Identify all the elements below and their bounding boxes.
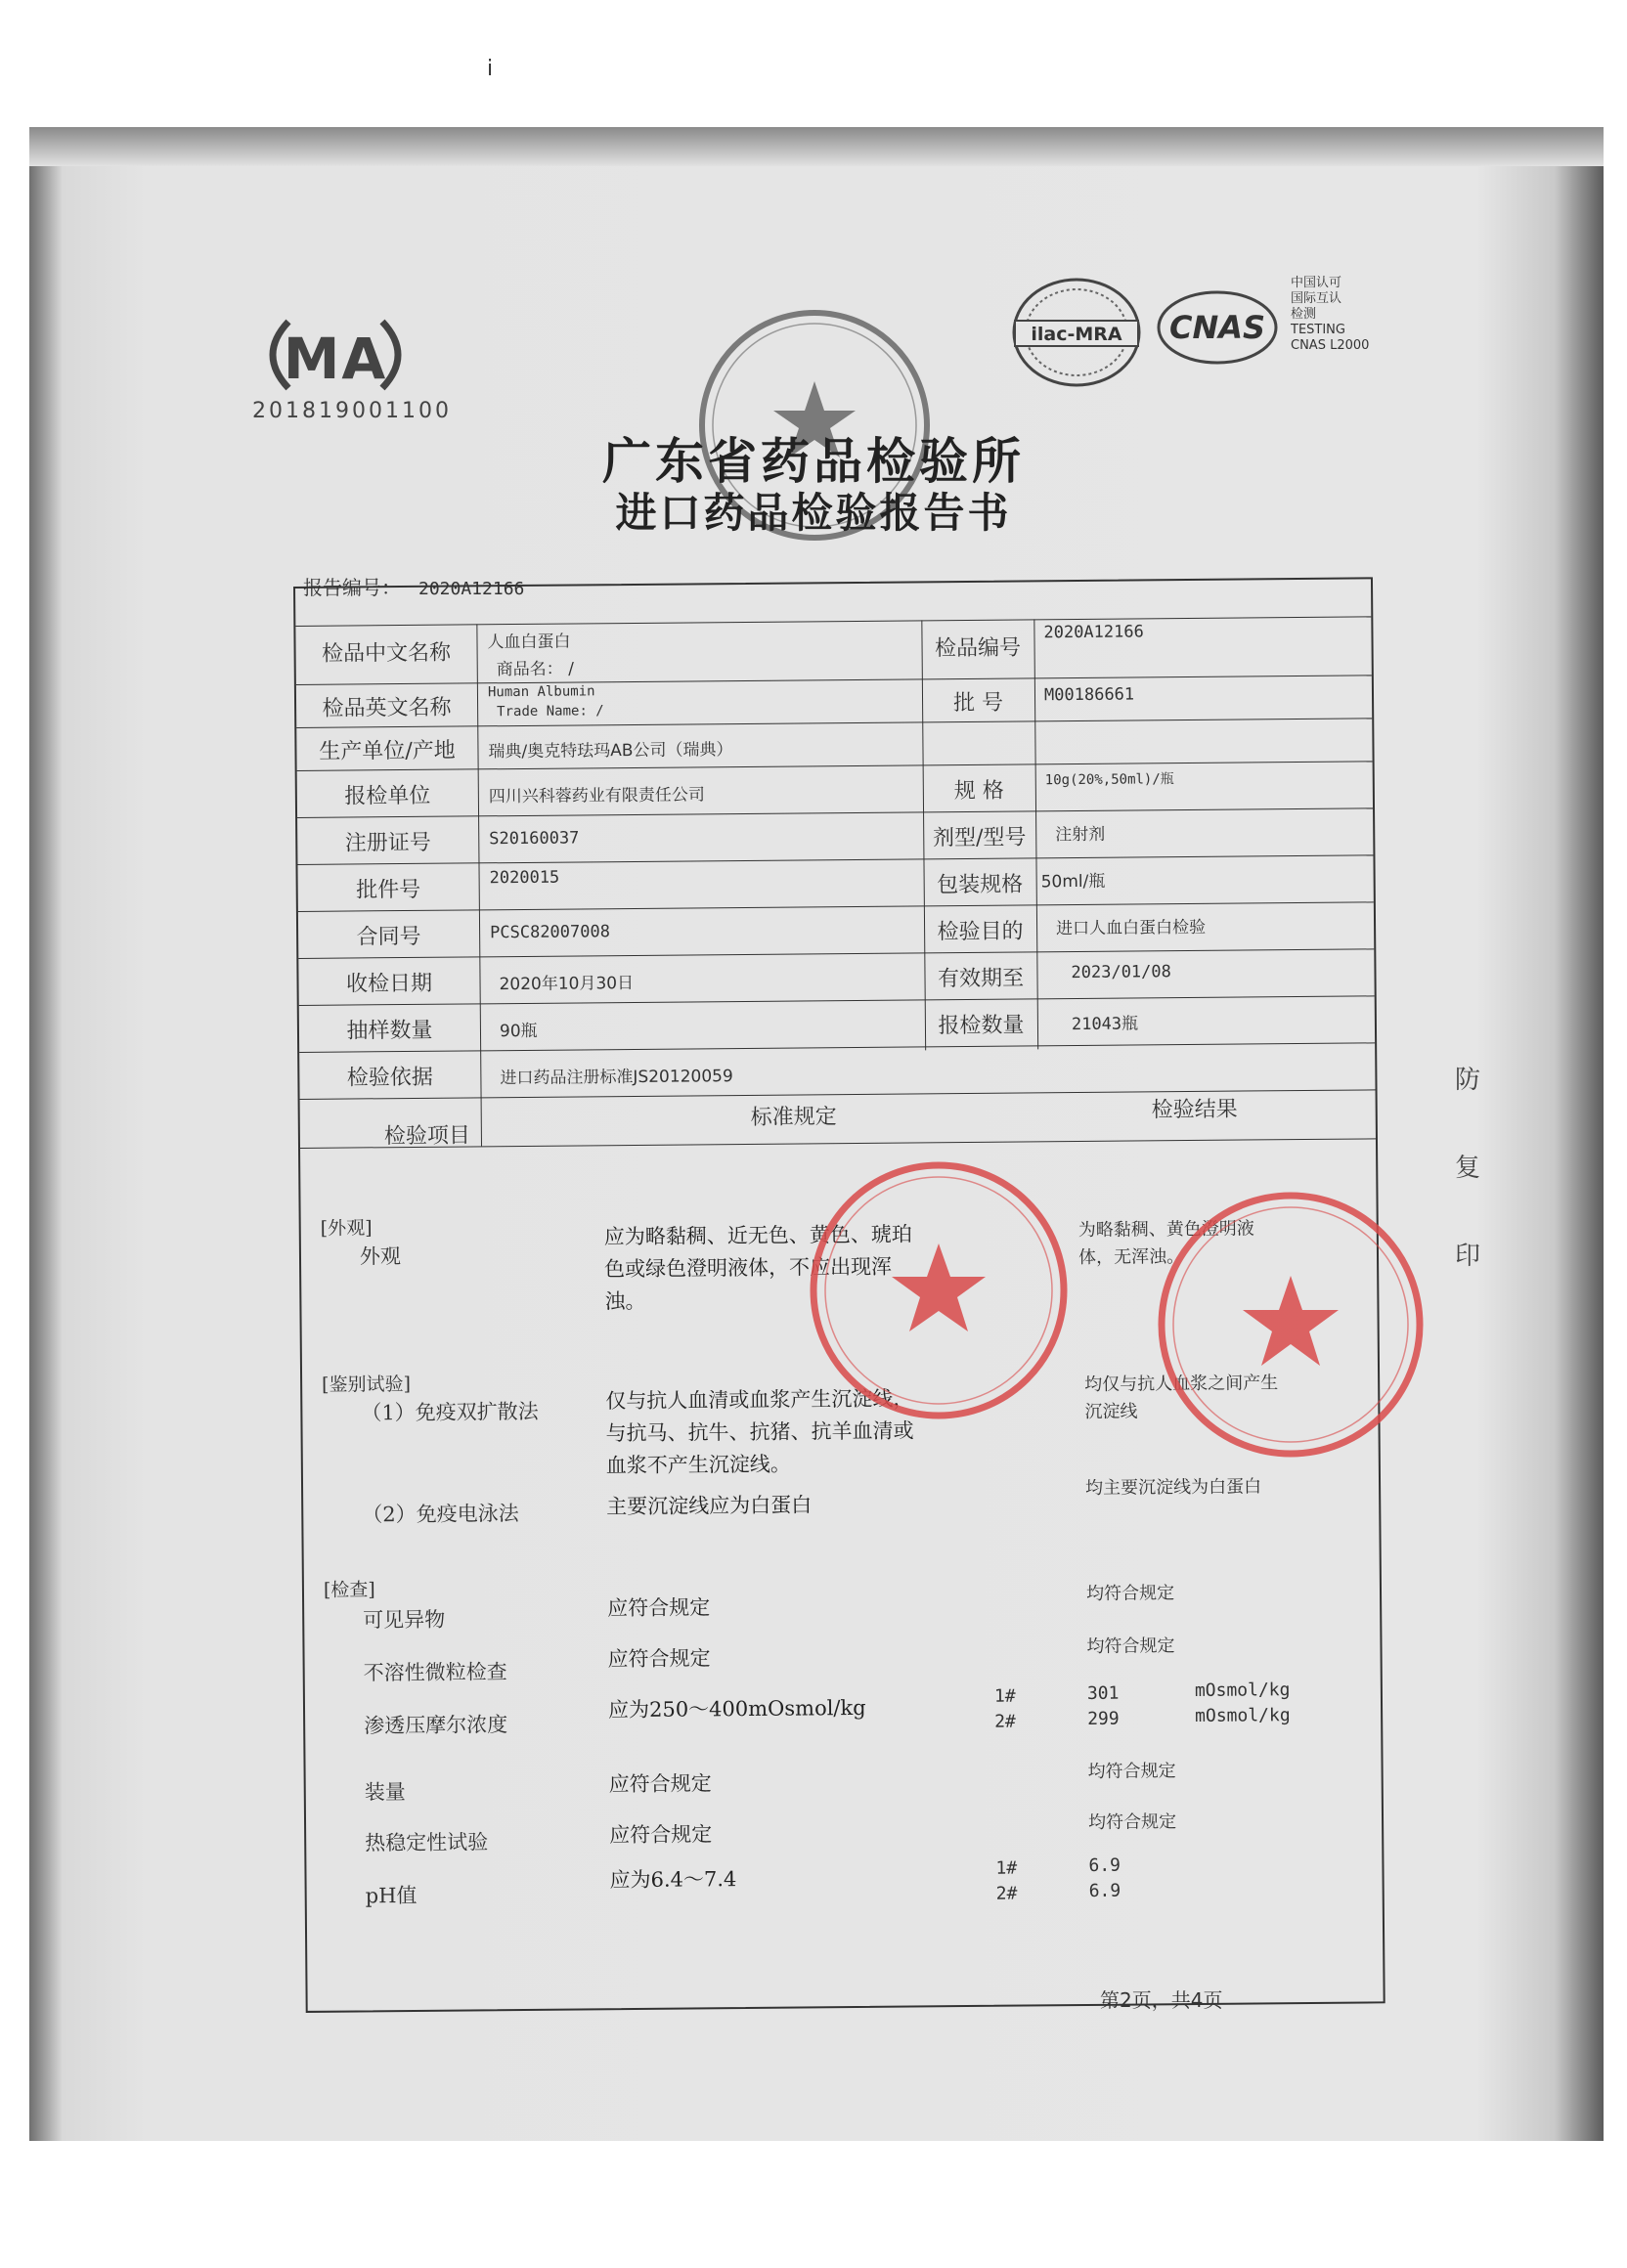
osmo-value-2: 299 [1087, 1708, 1120, 1729]
std-electro: 主要沉淀线应为白蛋白 [606, 1493, 813, 1519]
std-osmo: 应为250～400mOsmol/kg [607, 1695, 866, 1723]
ph-value-2: 6.9 [1088, 1880, 1121, 1901]
ma-number: 201819001100 [252, 399, 452, 423]
label-recv: 收检日期 [345, 971, 433, 997]
side-char: 防 [1455, 1066, 1481, 1095]
label-contract: 合同号 [356, 924, 421, 950]
label-en-name: 检品英文名称 [322, 695, 452, 721]
value-en-name: Human Albumin [487, 683, 595, 701]
res-visible: 均符合规定 [1085, 1583, 1175, 1604]
row-line [299, 995, 1375, 1006]
ph-batch-2: 2# [995, 1883, 1018, 1904]
value-sample-no: 2020A12166 [1043, 622, 1144, 643]
label-purpose: 检验目的 [937, 919, 1024, 945]
res-insoluble: 均符合规定 [1086, 1636, 1175, 1657]
value-sample-qty: 90瓶 [499, 1021, 538, 1042]
cnas-line: 检测 [1291, 307, 1317, 322]
report-number-value: 2020A12166 [418, 579, 525, 599]
section-inspection: [检查] [323, 1579, 375, 1601]
row-line [297, 854, 1373, 865]
value-expiry: 2023/01/08 [1071, 962, 1171, 983]
row-line [297, 807, 1373, 818]
std-loading: 应符合规定 [608, 1771, 712, 1797]
std-visible: 应符合规定 [607, 1595, 711, 1621]
value-basis: 进口药品注册标准JS20120059 [500, 1067, 733, 1089]
svg-text:CNAS: CNAS [1168, 309, 1266, 346]
header-item: 检验项目 [383, 1123, 471, 1150]
value-applicant: 四川兴科蓉药业有限责任公司 [488, 785, 705, 807]
value-cn-trade: 商品名： / [496, 659, 574, 680]
side-char: 印 [1455, 1242, 1481, 1271]
svg-text:MA: MA [283, 326, 388, 392]
institute-title: 广东省药品检验所 [602, 432, 1025, 490]
section-appearance: [外观] [320, 1217, 373, 1240]
label-cn-name: 检品中文名称 [321, 640, 452, 667]
label-spec: 规 格 [953, 778, 1004, 805]
cnas-line: 中国认可 [1291, 276, 1342, 290]
label-report-qty: 报检数量 [938, 1013, 1025, 1039]
res-loading: 均符合规定 [1087, 1761, 1176, 1782]
label-form: 剂型/型号 [932, 825, 1027, 851]
osmo-batch-1: 1# [993, 1685, 1016, 1707]
svg-text:ilac-MRA: ilac-MRA [1031, 324, 1122, 345]
std-insoluble: 应符合规定 [607, 1646, 711, 1672]
side-watermark [1455, 1036, 1481, 1300]
label-expiry: 有效期至 [937, 966, 1025, 992]
label-reg: 注册证号 [344, 830, 431, 856]
std-appearance: 应为略黏稠、近无色、黄色、琥珀色或绿色澄明液体，不应出现浑浊。 [603, 1222, 912, 1314]
item-ph: pH值 [365, 1883, 418, 1908]
item-heat: 热稳定性试验 [365, 1830, 489, 1855]
cma-logo [249, 308, 421, 402]
label-approval: 批件号 [356, 877, 421, 903]
value-report-qty: 21043瓶 [1071, 1014, 1139, 1035]
label-maker: 生产单位/产地 [319, 738, 456, 764]
value-batch: M00186661 [1043, 684, 1135, 706]
res-immuno: 均仅与抗人血浆之间产生沉淀线 [1084, 1373, 1279, 1422]
row-line [296, 675, 1372, 685]
item-immuno: （1）免疫双扩散法 [361, 1399, 539, 1425]
row-line [298, 948, 1374, 959]
value-approval: 2020015 [489, 867, 560, 889]
std-immuno: 仅与抗人血清或血浆产生沉淀线，与抗马、抗牛、抗猪、抗羊血清或血浆不产生沉淀线。 [605, 1386, 914, 1478]
header-result: 检验结果 [1151, 1097, 1238, 1123]
std-heat: 应符合规定 [609, 1822, 713, 1848]
cnas-line: CNAS L2000 [1291, 338, 1370, 353]
page-number: 第2页，共4页 [1100, 1988, 1223, 2012]
cnas-line: 国际互认 [1291, 291, 1342, 306]
ph-value-1: 6.9 [1088, 1854, 1121, 1876]
res-electro: 均主要沉淀线为白蛋白 [1084, 1476, 1262, 1499]
osmo-value-1: 301 [1086, 1682, 1120, 1704]
value-form: 注射剂 [1055, 824, 1106, 846]
document-title: 进口药品检验报告书 [615, 489, 1012, 537]
ph-batch-1: 1# [995, 1857, 1018, 1879]
cnas-logo [1154, 284, 1281, 371]
item-insoluble: 不溶性微粒检查 [363, 1660, 507, 1685]
res-appearance: 为略黏稠、黄色澄明液体，无浑浊。 [1077, 1218, 1254, 1269]
cnas-accreditation-text [1291, 276, 1369, 354]
row-line [295, 616, 1371, 627]
value-en-trade: Trade Name: / [497, 703, 604, 720]
item-electro: （2）免疫电泳法 [362, 1502, 519, 1527]
company-seal-sichuan [802, 1154, 1076, 1427]
value-cn-name: 人血白蛋白 [487, 632, 571, 653]
label-batch: 批 号 [952, 690, 1004, 717]
item-visible: 可见异物 [363, 1607, 446, 1633]
section-identification: [鉴别试验] [322, 1373, 412, 1396]
label-applicant: 报检单位 [344, 783, 431, 809]
value-spec: 10g(20%,50ml)/瓶 [1044, 771, 1174, 789]
osmo-batch-2: 2# [994, 1711, 1016, 1732]
osmo-unit-1: mOsmol/kg [1194, 1679, 1291, 1701]
item-osmo: 渗透压摩尔浓度 [364, 1713, 508, 1738]
res-heat: 均符合规定 [1087, 1811, 1177, 1833]
value-pack: 50ml/瓶 [1040, 871, 1106, 893]
std-ph: 应为6.4～7.4 [609, 1867, 737, 1893]
item-appearance: 外观 [359, 1244, 402, 1269]
header-standard: 标准规定 [750, 1105, 837, 1130]
cnas-line: TESTING [1291, 323, 1345, 337]
label-sample-qty: 抽样数量 [346, 1018, 433, 1044]
company-seal-lianyungang [1149, 1183, 1432, 1466]
label-sample-no: 检品编号 [934, 635, 1022, 662]
stray-mark: i [487, 57, 494, 81]
value-maker: 瑞典/奥克特珐玛AB公司（瑞典） [488, 740, 733, 763]
report-number-label: 报告编号： [303, 576, 401, 599]
value-recv: 2020年10月30日 [499, 973, 635, 995]
item-loading: 装量 [364, 1780, 406, 1805]
value-contract: PCSC82007008 [490, 922, 611, 943]
label-basis: 检验依据 [346, 1065, 433, 1091]
value-reg: S20160037 [489, 828, 580, 850]
osmo-unit-2: mOsmol/kg [1195, 1705, 1291, 1726]
row-line [299, 1042, 1375, 1053]
label-pack: 包装规格 [937, 872, 1024, 898]
row-line [298, 901, 1374, 912]
ilac-mra-logo [1007, 274, 1146, 391]
value-purpose: 进口人血白蛋白检验 [1055, 917, 1207, 939]
side-char: 复 [1455, 1154, 1481, 1183]
